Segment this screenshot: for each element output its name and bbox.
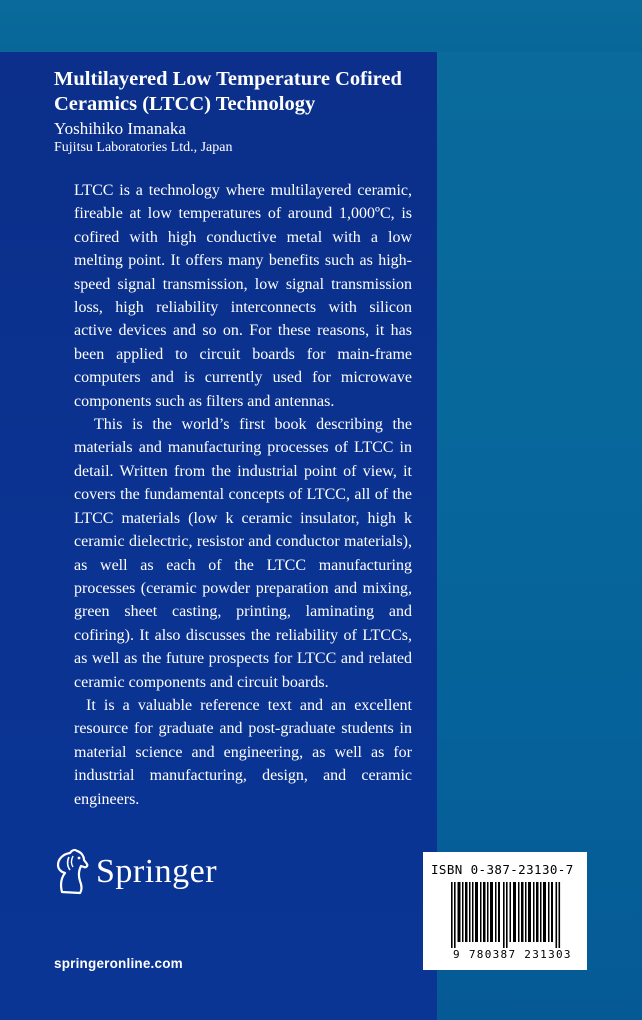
- publisher-url[interactable]: springeronline.com: [54, 956, 183, 971]
- title-line-1: Multilayered Low Temperature Cofired: [54, 68, 402, 90]
- isbn-barcode-box: [423, 852, 587, 970]
- author-name: Yoshihiko Imanaka: [54, 119, 186, 138]
- springer-horse-icon: [52, 848, 90, 896]
- book-title: [54, 67, 426, 117]
- description-paragraph-1: LTCC is a technology where multilayered ceramic, fireable at low temperatures of around 1,000ºC, is cofired with high conductive metal with a low melting point. It offers many benefits such as high-speed signal transmission, low signal transmission loss, high reliability interconnects with silicon active devices and so on. For these reasons, it has been applied to circuit boards for main-frame computers and is currently used for microwave components such as filters and antennas.: [74, 182, 412, 410]
- author-affiliation: Fujitsu Laboratories Ltd., Japan: [54, 140, 233, 155]
- description-paragraph-2: This is the world’s first book describing the materials and manufacturing processes of LTCC in detail. Written from the industrial point of view, it covers the fundamental concepts of LTCC, all of the LTCC materials (low k ceramic insulator, high k ceramic dielectric, resistor and conductor materials), as well as each of the LTCC manufacturing processes (ceramic powder preparation and mixing, green sheet casting, printing, laminating and cofiring). It also discusses the reliability of LTCCs, as well as the future prospects for LTCC and related ceramic components and circuit boards.: [74, 416, 412, 691]
- barcode-digits: 9 780387 231303: [453, 948, 572, 961]
- cover-top-band: [0, 0, 642, 52]
- title-line-2: Ceramics (LTCC) Technology: [54, 93, 316, 115]
- description-paragraph-3: It is a valuable reference text and an excellent resource for graduate and post-graduate students in material science and engineering, as well as for industrial manufacturing, design, and ceramic engineers.: [74, 696, 412, 808]
- publisher-name: Springer: [96, 853, 218, 890]
- barcode: [451, 882, 561, 948]
- springer-logo: [52, 846, 217, 898]
- book-description: [74, 179, 412, 811]
- isbn-label: ISBN 0-387-23130-7: [431, 862, 574, 877]
